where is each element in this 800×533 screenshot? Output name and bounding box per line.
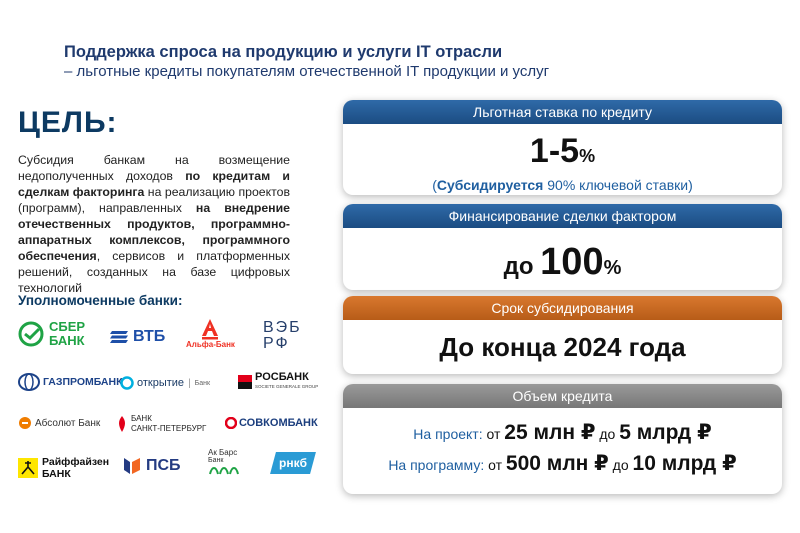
- bank-logo-rnkb: [273, 452, 313, 474]
- vtb-icon: [110, 330, 130, 344]
- goal-heading: ЦЕЛЬ:: [18, 106, 118, 139]
- volume-project-row: [343, 418, 782, 449]
- akbars-label: Ак Барс: [208, 448, 238, 457]
- rate-value: 1-5: [529, 132, 580, 170]
- page-subtitle: – льготные кредиты покупателям отечественной IT продукции и услуг: [64, 63, 550, 80]
- bank-logo-sber: [18, 320, 85, 348]
- rosbank-icon: [238, 375, 252, 389]
- absolut-icon: [18, 416, 32, 430]
- raiffeisen-label: Райффайзен: [42, 456, 110, 468]
- spb-label: САНКТ-ПЕТЕРБУРГ: [131, 424, 207, 433]
- volume-from: от: [486, 426, 505, 442]
- absolut-label: Абсолют Банк: [35, 417, 101, 429]
- volume-program-label: На программу:: [388, 457, 489, 473]
- factor-value: 100: [540, 241, 604, 283]
- rate-card-title: Льготная ставка по кредиту: [343, 100, 782, 124]
- volume-program-max: 10 млрд ₽: [632, 452, 737, 475]
- rosbank-sub-label: SOCIETE GENERALE GROUP: [255, 384, 319, 389]
- gazprom-icon: [18, 373, 40, 391]
- rate-note-bold: Субсидируется: [436, 177, 544, 193]
- akbars-label: Банк: [208, 457, 224, 464]
- sber-icon: [18, 321, 44, 347]
- volume-card: [343, 384, 782, 494]
- goal-text-part: , сервисов и платформенных решений, созданных на базе цифровых технологий: [18, 249, 290, 295]
- term-card-title: Срок субсидирования: [343, 296, 782, 320]
- gazprom-label: ГАЗПРОМБАНК: [43, 376, 123, 388]
- goal-text-part: на реализацию проектов (программ), направленных: [18, 185, 291, 215]
- rosbank-label: РОСБАНК: [255, 371, 309, 383]
- volume-from: от: [488, 457, 506, 473]
- bank-logo-alfa: [186, 318, 235, 349]
- bank-logo-veb: [263, 320, 302, 352]
- alfa-icon: [199, 318, 221, 340]
- volume-project-label: На проект:: [413, 426, 487, 442]
- bank-logo-otkritie: открытие | Банк: [120, 376, 210, 390]
- bank-logo-gazprom: [18, 373, 123, 391]
- goal-text-bold: по кредитам и сделкам факторинга: [18, 169, 290, 199]
- goal-text-part: Субсидия банкам на возмещение недополученных доходов: [18, 153, 290, 183]
- rate-note-bracket: (: [432, 177, 437, 193]
- raiffeisen-label: БАНК: [42, 468, 71, 480]
- page-title: Поддержка спроса на продукцию и услуги IT отрасли: [64, 43, 503, 61]
- banks-heading: Уполномоченные банки:: [18, 293, 183, 308]
- sber-label: БАНК: [49, 333, 85, 348]
- otkritie-icon: [120, 376, 134, 390]
- bank-logo-akbars: [208, 448, 242, 476]
- rate-note-bracket: ): [688, 177, 693, 193]
- factor-prefix: до: [503, 253, 541, 280]
- bank-logo-psb: [122, 456, 181, 476]
- volume-project-min: 25 млн ₽: [504, 421, 596, 444]
- rnkb-label: рнкб: [279, 456, 307, 470]
- volume-program-min: 500 млн ₽: [505, 452, 609, 475]
- rate-note: 90% ключевой ставки: [543, 177, 689, 193]
- bank-logo-rosbank: [238, 372, 318, 392]
- raiffeisen-icon: [18, 458, 38, 478]
- sber-label: СБЕР: [49, 319, 86, 334]
- bank-logo-sovcom: [225, 417, 318, 429]
- volume-card-title: Объем кредита: [343, 384, 782, 408]
- vtb-label: ВТБ: [133, 328, 166, 345]
- spb-icon: [116, 415, 128, 433]
- veb-label: ВЭБ: [263, 319, 302, 336]
- goal-description: [18, 152, 290, 296]
- psb-label: ПСБ: [146, 457, 181, 474]
- volume-project-max: 5 млрд ₽: [619, 421, 712, 444]
- akbars-icon: [208, 464, 242, 476]
- volume-program-row: [343, 449, 782, 480]
- bank-logo-raiffeisen: [18, 456, 109, 480]
- volume-to: до: [608, 457, 633, 473]
- otkritie-label: открытие: [137, 377, 185, 389]
- sovcom-icon: [225, 417, 237, 429]
- bank-logo-spb: [116, 414, 206, 434]
- psb-icon: [122, 456, 142, 476]
- factor-card: [343, 204, 782, 290]
- volume-to: до: [595, 426, 620, 442]
- alfa-label: Альфа-Банк: [186, 340, 235, 349]
- spb-label: БАНК: [131, 414, 152, 423]
- rate-card: [343, 100, 782, 195]
- rate-unit: %: [579, 146, 596, 166]
- bank-logo-absolut: [18, 416, 100, 430]
- term-value: До конца 2024 года: [439, 332, 686, 362]
- bank-logo-vtb: [110, 328, 165, 346]
- otkritie-sub-label: Банк: [194, 379, 211, 387]
- page-header: [64, 42, 764, 82]
- sovcom-label: СОВКОМБАНК: [239, 417, 318, 429]
- factor-unit: %: [603, 257, 622, 279]
- veb-label: РФ: [263, 335, 290, 352]
- term-card: [343, 296, 782, 374]
- goal-text-bold: на внедрение отечественных продуктов, программно- аппаратных комплексов, программного обеспечения: [18, 201, 290, 263]
- factor-card-title: Финансирование сделки фактором: [343, 204, 782, 228]
